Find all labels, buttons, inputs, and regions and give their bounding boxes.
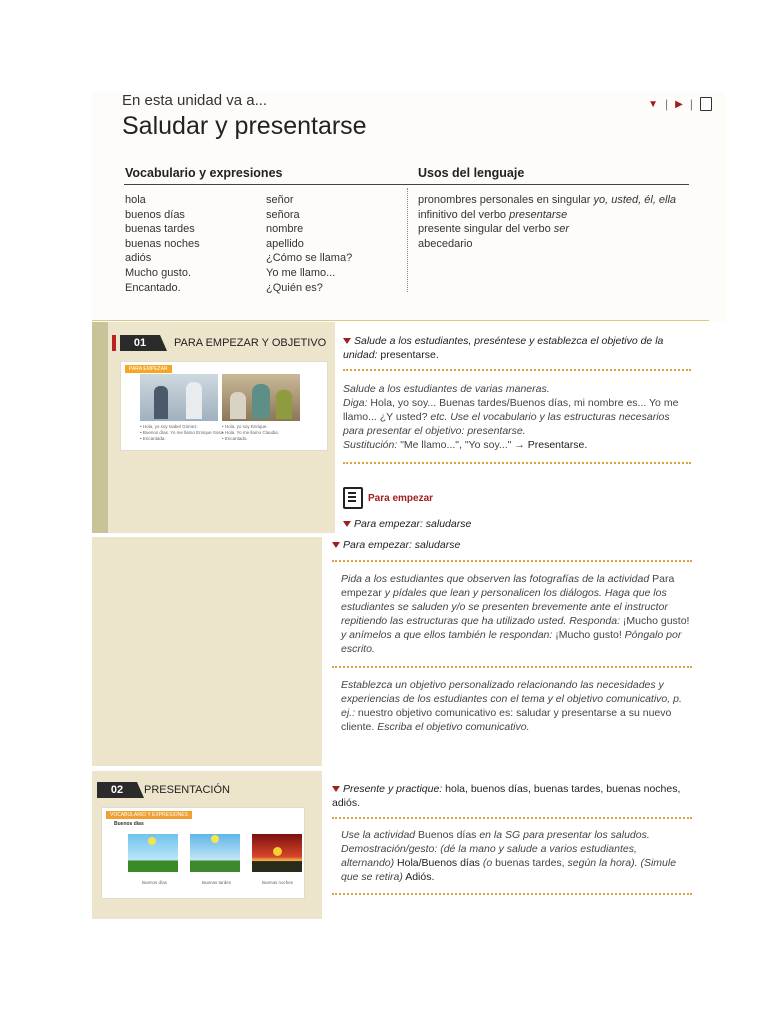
continuation-paragraph: Pida a los estudiantes que observen las fotografías de la actividad Para empezar y pídales que lean y personalicen los diálogos. Haga que los estudiantes se saluden y/o se presenten brevemente ante el instructor repitiendo las estructuras que ha utilizado usted. Responda: ¡Mucho gusto! y anímelos a que ellos también le respondan: ¡Mucho gusto! Póngalo por escrito. — [341, 573, 690, 655]
continuation-head[interactable]: Para empezar: saludarse — [332, 538, 692, 552]
section2-paragraph: Use la actividad Buenos días en la SG para presentar los saludos. Demostración/gesto: (dé la mano y salude a varios estudiantes, alternando) Hola/Buenos días (o buenas tardes, según la hora). (Simule que se retira) Adiós. — [341, 829, 677, 883]
sun-icon — [148, 837, 156, 845]
unit-kicker: En esta unidad va a... — [122, 92, 268, 109]
section-marker — [112, 335, 116, 351]
section1-thumbnail[interactable] — [120, 361, 328, 451]
vocab-item: adiós — [125, 252, 152, 265]
vocab-item: ¿Cómo se llama? — [266, 252, 353, 265]
group-photo — [222, 374, 300, 421]
section1-subhead[interactable]: Para empezar: saludarse — [343, 517, 691, 531]
vocab-item: Yo me llamo... — [266, 266, 336, 279]
section2-notes — [332, 782, 692, 895]
sun-icon — [211, 835, 219, 843]
vocab-item: buenos días — [125, 208, 185, 221]
thumb-pill: VOCABULARIO Y EXPRESIONES — [106, 811, 192, 819]
separator: | — [665, 97, 669, 111]
sun-icon — [273, 847, 282, 856]
expand-icon[interactable] — [343, 521, 351, 527]
para-empezar-link[interactable]: Para empezar — [343, 487, 691, 509]
vocab-item: Encantado. — [125, 281, 181, 294]
dotted-divider — [332, 666, 692, 668]
continuation-panel — [92, 537, 322, 766]
thumb-label: Buenas tardes — [202, 880, 232, 885]
usos-item: infinitivo del verbo presentarse — [418, 208, 568, 221]
vocab-item: buenas tardes — [125, 223, 195, 236]
section1-number: 01 — [120, 335, 160, 351]
vocab-item: Mucho gusto. — [125, 266, 192, 279]
unit-header — [92, 92, 726, 322]
usos-list — [418, 193, 676, 251]
section2-number: 02 — [97, 782, 137, 798]
section1-panel — [108, 322, 335, 533]
book-icon — [343, 487, 363, 509]
continuation-paragraph: Establezca un objetivo personalizado relacionando las necesidades y experiencias de los estudiantes con el tema y el objetivo comunicativo, p. ej.: nuestro objetivo comunicativo es: saludar y presentarse a su nuevo cliente. Escriba el objetivo comunicativo. — [341, 679, 682, 733]
header-rule — [124, 184, 689, 185]
vocab-item: apellido — [266, 237, 304, 250]
header-bottom-rule — [92, 320, 709, 321]
expand-icon[interactable] — [332, 786, 340, 792]
dotted-divider — [332, 893, 692, 895]
notes-icon[interactable] — [700, 97, 712, 111]
thumb-caption: • Hola, yo soy Enrique. • Hola. Yo me llamo Claudia. • Encantado. — [222, 424, 279, 441]
vocab-item: nombre — [266, 223, 304, 236]
continuation-notes — [332, 538, 692, 734]
usos-heading: Usos del lenguaje — [418, 166, 525, 180]
vocab-item: hola — [125, 194, 146, 206]
collapse-icon[interactable]: ▼ — [648, 98, 659, 110]
section1-intro: Salude a los estudiantes, preséntese y establezca el objetivo de la unidad: presentarse. — [343, 335, 664, 361]
section2-title: PRESENTACIÓN — [144, 784, 230, 796]
dotted-divider — [343, 369, 691, 371]
handshake-photo — [140, 374, 218, 421]
expand-icon[interactable] — [332, 542, 340, 548]
section2-panel — [92, 771, 322, 919]
play-icon[interactable]: ▶ — [675, 98, 683, 110]
thumb-pill: PARA EMPEZAR — [125, 365, 172, 373]
vocab-col-2 — [266, 193, 352, 295]
usos-item: pronombres personales en singular yo, usted, él, ella — [418, 194, 677, 206]
vocab-item: señor — [266, 194, 294, 206]
thumb-label: Buenos días — [142, 880, 168, 885]
vocab-item: buenas noches — [125, 237, 200, 250]
section2-thumbnail[interactable] — [101, 807, 305, 899]
page-title: Saludar y presentarse — [122, 112, 367, 140]
usos-item: abecedario — [418, 237, 473, 250]
usos-item: presente singular del verbo ser — [418, 223, 570, 236]
vocab-item: señora — [266, 208, 300, 221]
header-controls — [648, 97, 712, 111]
dotted-divider — [332, 817, 692, 819]
section1-title: PARA EMPEZAR Y OBJETIVO — [174, 337, 327, 349]
vocab-col-1 — [125, 193, 200, 295]
section1-notes — [343, 334, 691, 531]
vocab-item: ¿Quién es? — [266, 281, 323, 294]
section1-paragraph: Salude a los estudiantes de varias maneras. Diga: Hola, yo soy... Buenas tardes/Buenos días, mi nombre es... Yo me llamo... ¿Y usted? etc. Use el vocabulario y las estructuras necesarios para presentar el objetivo: presentarse. Sustitución: "Me llamo...", "Yo soy..." → Presentarse. — [343, 383, 679, 451]
expand-icon[interactable] — [343, 338, 351, 344]
thumb-caption: • Hola, yo soy Isabel Gómez. • Buenos días. Yo me llamo Enrique Sosa. • Encantada. — [140, 424, 225, 441]
section1-side-strip — [92, 322, 108, 533]
section2-head[interactable]: Presente y practique: hola, buenos días, buenas tardes, buenas noches, adiós. — [332, 783, 681, 809]
dotted-divider — [343, 462, 691, 464]
thumb-heading: Buenos días — [114, 821, 144, 827]
separator: | — [689, 97, 693, 111]
dotted-divider — [332, 560, 692, 562]
vocab-heading: Vocabulario y expresiones — [125, 166, 283, 180]
thumb-label: Buenas noches — [262, 880, 294, 885]
column-divider — [407, 188, 408, 292]
